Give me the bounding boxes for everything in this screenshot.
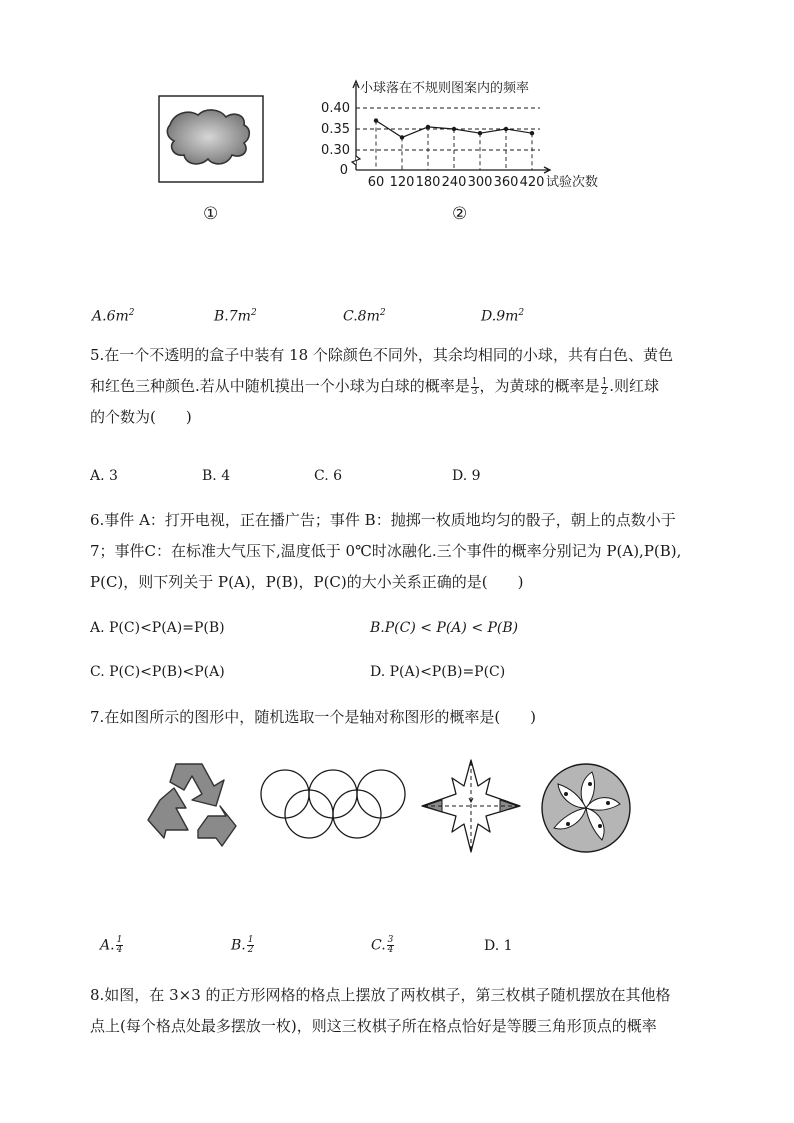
option-letter: C — [371, 937, 382, 954]
option-unit: m — [505, 308, 519, 325]
data-point — [400, 135, 404, 139]
data-point — [374, 118, 378, 122]
figure-irregular-pattern — [158, 95, 264, 183]
chart-title: 小球落在不规则图案内的频率 — [360, 81, 530, 96]
q5-fraction-yellow — [601, 378, 609, 397]
frequency-line-chart — [318, 78, 618, 196]
data-point — [478, 131, 482, 135]
q7-option-a[interactable]: A. $\frac{1}{4}$ — [100, 935, 123, 955]
option-letter: C — [343, 308, 354, 325]
x-tick-label: 360 — [493, 175, 519, 190]
compass-star-figure — [420, 758, 522, 854]
option-exponent: 2 — [518, 308, 525, 318]
q7-option-d[interactable]: D. 1 — [484, 938, 513, 954]
q5-line-2-part-a: 和红色三种颜色.若从中随机摸出一个小球为白球的概率是 — [90, 377, 470, 395]
q7-option-b[interactable]: B. $\frac{1}{2}$ — [231, 935, 254, 955]
q6-option-d[interactable]: D. P(A)<P(B)=P(C) — [370, 664, 506, 680]
x-tick-label: 120 — [389, 175, 415, 190]
q7-stem: 7.在如图所示的图形中，随机选取一个是轴对称图形的概率是( ) — [90, 708, 537, 726]
q7-option-c[interactable]: C. $\frac{3}{4}$ — [371, 935, 394, 955]
question-5 — [90, 340, 730, 433]
option-value: 8 — [357, 308, 367, 325]
fraction-numerator: 1 — [471, 376, 478, 387]
figure-1-label: ① — [203, 204, 219, 224]
q4-option-a[interactable]: $A.6m^2$ — [92, 308, 135, 325]
q5-line-2-part-b: ，为黄球的概率是 — [479, 377, 600, 395]
q5-option-b[interactable]: B. 4 — [202, 468, 231, 484]
q6-line-3: P(C)，则下列关于 P(A)，P(B)，P(C)的大小关系正确的是( ) — [90, 573, 524, 591]
five-rings-figure — [257, 768, 409, 840]
q8-line-1: 8.如图，在 3×3 的正方形网格的格点上摆放了两枚棋子，第三枚棋子随机摆放在其他格 — [90, 986, 671, 1004]
option-value: 6 — [106, 308, 116, 325]
fraction-denominator: 2 — [601, 386, 608, 397]
option-fraction — [116, 936, 124, 955]
q6-line-1: 6.事件 A：打开电视，正在播广告；事件 B：抛掷一枚质地均匀的骰子，朝上的点数小于 — [90, 511, 676, 529]
x-tick-label: 60 — [367, 175, 385, 190]
data-point — [426, 125, 430, 129]
option-letter: D — [481, 308, 492, 325]
axis-break-symbol — [352, 156, 360, 165]
option-fraction — [387, 936, 395, 955]
q5-option-a[interactable]: A. 3 — [90, 468, 118, 484]
origin-label: 0 — [339, 163, 348, 178]
option-value: 9 — [496, 308, 506, 325]
x-tick-label: 420 — [519, 175, 545, 190]
option-letter: B — [231, 937, 242, 954]
q5-fraction-white — [471, 378, 479, 397]
option-unit: m — [366, 308, 380, 325]
option-unit: m — [115, 308, 129, 325]
y-tick-label: 0.40 — [321, 101, 350, 116]
y-tick-label: 0.35 — [321, 122, 350, 137]
x-tick-label: 180 — [415, 175, 441, 190]
x-axis-label: 试验次数 — [546, 175, 599, 190]
fraction-numerator: 3 — [387, 935, 394, 945]
q5-line-2 — [90, 371, 730, 402]
option-exponent: 2 — [250, 308, 257, 318]
q5-line-2-part-c: .则红球 — [609, 377, 660, 395]
data-point — [530, 131, 534, 135]
option-exponent: 2 — [379, 308, 386, 318]
fraction-denominator: 4 — [116, 945, 123, 955]
q4-option-b[interactable]: $B.7m^2$ — [214, 308, 257, 325]
data-point — [504, 127, 508, 131]
data-point — [452, 127, 456, 131]
q4-option-d[interactable]: $D.9m^2$ — [481, 308, 525, 325]
fraction-denominator: 3 — [471, 386, 478, 397]
option-letter: B — [214, 308, 225, 325]
q6-option-a[interactable]: A. P(C)<P(A)=P(B) — [90, 620, 225, 636]
q5-option-c[interactable]: C. 6 — [314, 468, 343, 484]
fraction-numerator: 1 — [601, 376, 608, 387]
q6-option-c[interactable]: C. P(C)<P(B)<P(A) — [90, 664, 225, 680]
q5-option-d[interactable]: D. 9 — [452, 468, 481, 484]
bauhinia-emblem-figure — [538, 762, 634, 854]
question-8 — [90, 980, 730, 1042]
question-6 — [90, 505, 730, 598]
figure-2-label: ② — [452, 204, 468, 224]
q6-line-2: 7；事件C：在标准大气压下,温度低于 0℃时冰融化.三个事件的概率分别记为 P(A),P(B), — [90, 542, 682, 560]
q8-line-2: 点上(每个格点处最多摆放一枚)，则这三枚棋子所在格点恰好是等腰三角形顶点的概率 — [90, 1017, 657, 1035]
x-tick-label: 240 — [441, 175, 467, 190]
y-tick-label: 0.30 — [321, 143, 350, 158]
q5-line-1: 5.在一个不透明的盒子中装有 18 个除颜色不同外，其余均相同的小球，共有白色、黄色 — [90, 346, 673, 364]
fraction-denominator: 2 — [247, 945, 254, 955]
fraction-numerator: 1 — [247, 935, 254, 945]
option-letter: A — [92, 308, 103, 325]
option-letter: A — [100, 937, 111, 954]
x-tick-label: 300 — [467, 175, 493, 190]
option-fraction — [247, 936, 255, 955]
q6-option-b[interactable]: B.P(C) < P(A) < P(B) — [370, 620, 519, 636]
option-exponent: 2 — [128, 308, 135, 318]
option-value: 7 — [228, 308, 238, 325]
q5-line-3: 的个数为( ) — [90, 408, 192, 426]
option-unit: m — [237, 308, 251, 325]
q4-option-c[interactable]: $C.8m^2$ — [343, 308, 386, 325]
recycle-triangle-figure — [140, 760, 242, 850]
fraction-denominator: 4 — [387, 945, 394, 955]
fraction-numerator: 1 — [116, 935, 123, 945]
